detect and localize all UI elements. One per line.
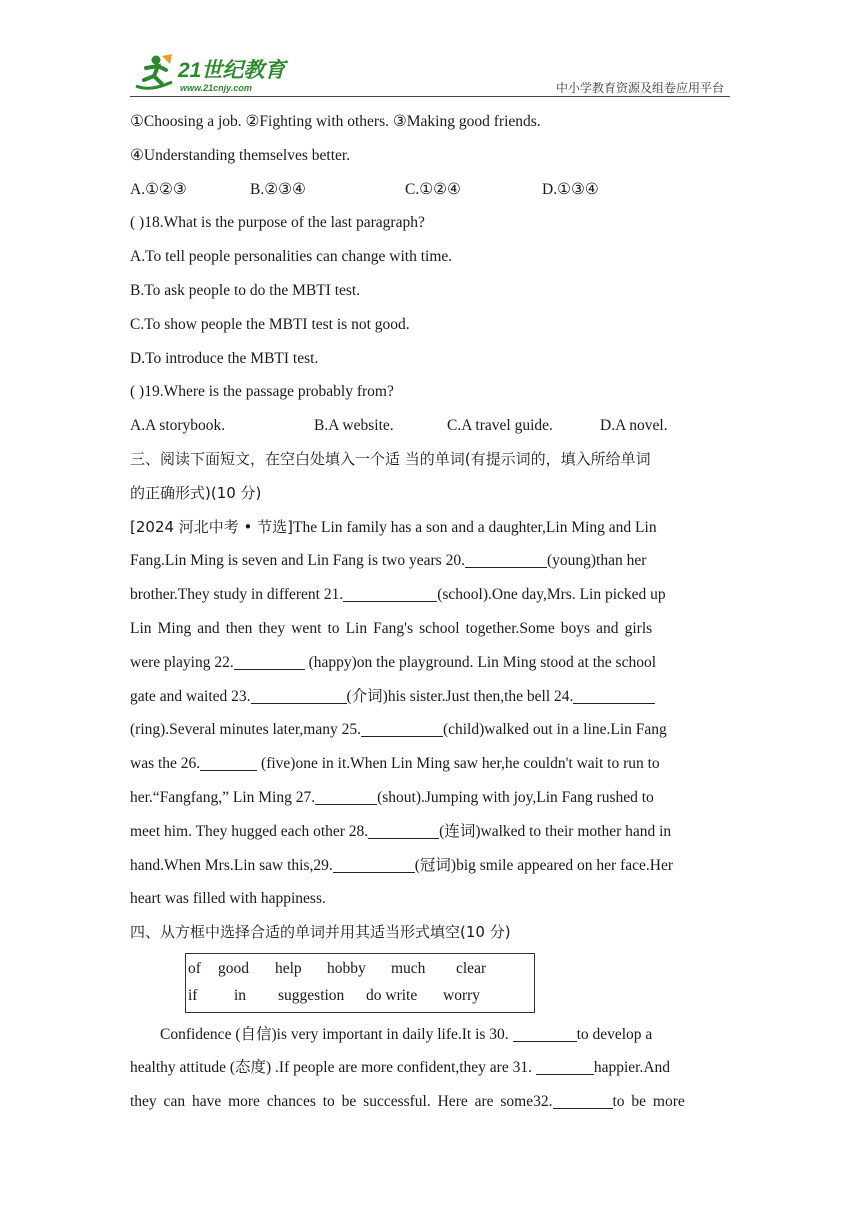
blank-30[interactable]: [513, 1023, 577, 1042]
blank-27[interactable]: [315, 786, 377, 805]
section-4-title: 四、从方框中选择合适的单词并用其适当形式填空(10 分): [130, 923, 511, 942]
passage-text: (连词)walked to their mother hand in: [439, 822, 672, 840]
passage-text: (冠词)big smile appeared on her face.Her: [414, 856, 673, 874]
word-box-item: suggestion: [278, 986, 345, 1004]
passage-text: (young)than her: [546, 552, 647, 570]
q17-option-d: D.①③④: [542, 180, 599, 198]
passage-line-6: [130, 680, 732, 714]
passage-text: (介词)his sister.Just then,the bell 24.: [346, 687, 574, 705]
logo: [132, 52, 312, 96]
blank-21[interactable]: [343, 583, 437, 602]
q17-choices-line-2: ④Understanding themselves better.: [130, 146, 351, 164]
passage-text: to be more: [612, 1093, 685, 1111]
word-box-wrapper: [130, 950, 732, 1018]
passage-line-9: [130, 781, 732, 815]
passage-text: her.“Fangfang,” Lin Ming 27.: [130, 788, 316, 806]
q19-option-b: B.A website.: [314, 417, 394, 435]
passage-line-5: [130, 646, 732, 680]
passage-source: [2024 河北中考 • 节选]: [130, 517, 294, 536]
word-box-item: do write: [366, 986, 418, 1004]
blank-25[interactable]: [361, 718, 443, 737]
q18-option-d: D.To introduce the MBTI test.: [130, 349, 319, 367]
blank-22[interactable]: [234, 651, 305, 670]
blank-31[interactable]: [536, 1056, 594, 1075]
passage-line-8: [130, 747, 732, 781]
blank-32[interactable]: [553, 1090, 613, 1109]
word-box-item: of: [188, 959, 201, 977]
word-box: [185, 953, 535, 1013]
q17-option-a: A.①②③: [130, 180, 187, 198]
section-4-line-3: [130, 1085, 732, 1119]
section-4-line-2: [130, 1051, 732, 1085]
passage-text: The Lin family has a son and a daughter,Lin Ming and Lin: [293, 518, 657, 536]
passage-text: (school).One day,Mrs. Lin picked up: [437, 586, 666, 604]
passage-text: happier.And: [593, 1059, 671, 1077]
blank-29[interactable]: [333, 854, 415, 873]
passage-text: to develop a: [576, 1025, 653, 1043]
passage-text: were playing 22.: [130, 653, 234, 671]
q17-options: [130, 173, 732, 207]
q18-option-c: C.To show people the MBTI test is not good.: [130, 315, 410, 333]
q18-stem: ( )18.What is the purpose of the last paragraph?: [130, 214, 425, 232]
q19-option-d: D.A novel.: [600, 417, 668, 435]
passage-line-7: [130, 713, 732, 747]
section-3-title-line-1: 三、阅读下面短文，在空白处填入一个适 当的单词(有提示词的，填入所给单词: [130, 449, 651, 468]
section-4-line-1: [130, 1018, 732, 1052]
q17-option-b: B.②③④: [250, 180, 306, 198]
q19-stem: ( )19.Where is the passage probably from?: [130, 383, 394, 401]
passage-line-11: [130, 849, 732, 883]
word-box-item: in: [234, 986, 247, 1004]
passage-text: gate and waited 23.: [130, 687, 251, 705]
blank-20[interactable]: [465, 549, 547, 568]
passage-text: Confidence (自信)is very important in daily life.It is 30.: [160, 1025, 513, 1043]
passage-text: brother.They study in different 21.: [130, 586, 344, 604]
passage-text: (shout).Jumping with joy,Lin Fang rushed to: [377, 788, 654, 806]
q19-options: [130, 409, 732, 443]
runner-logo-icon: [132, 52, 178, 96]
logo-name: 21世纪教育: [178, 59, 286, 82]
word-box-item: much: [391, 959, 426, 977]
passage-line-1: [130, 511, 732, 545]
word-box-item: worry: [443, 986, 481, 1004]
page-header: [130, 50, 730, 98]
blank-26[interactable]: [200, 752, 257, 771]
document-body: [130, 105, 732, 1119]
q19-option-a: A.A storybook.: [130, 417, 226, 435]
blank-23[interactable]: [251, 685, 347, 704]
passage-line-2: [130, 544, 732, 578]
passage-line-3: [130, 578, 732, 612]
passage-line-4: Lin Ming and then they went to Lin Fang's school together.Some boys and girls: [130, 619, 653, 637]
passage-text: (happy)on the playground. Lin Ming stood at the school: [304, 653, 657, 671]
passage-text: meet him. They hugged each other 28.: [130, 822, 369, 840]
word-box-item: good: [218, 959, 249, 977]
blank-24[interactable]: [573, 685, 655, 704]
blank-28[interactable]: [368, 820, 439, 839]
q18-option-b: B.To ask people to do the MBTI test.: [130, 281, 361, 299]
header-tagline: 中小学教育资源及组卷应用平台: [555, 81, 724, 95]
word-box-item: hobby: [327, 959, 366, 977]
q18-option-a: A.To tell people personalities can change with time.: [130, 248, 453, 266]
passage-line-10: [130, 815, 732, 849]
passage-text: (five)one in it.When Lin Ming saw her,he couldn't wait to run to: [257, 755, 660, 773]
word-box-item: clear: [456, 959, 487, 977]
passage-text: they can have more chances to be successful. Here are some32.: [130, 1093, 553, 1111]
section-3-title-line-2: 的正确形式)(10 分): [130, 483, 262, 502]
passage-text: hand.When Mrs.Lin saw this,29.: [130, 856, 333, 874]
q17-option-c: C.①②④: [405, 180, 461, 198]
q17-choices-line-1: ①Choosing a job. ②Fighting with others. ③Making good friends.: [130, 113, 541, 130]
logo-url: www.21cnjy.com: [180, 83, 252, 93]
passage-text: was the 26.: [130, 755, 201, 773]
header-divider: [130, 96, 730, 97]
passage-text: (child)walked out in a line.Lin Fang: [442, 721, 667, 739]
passage-text: Fang.Lin Ming is seven and Lin Fang is two years 20.: [130, 552, 465, 570]
word-box-item: help: [275, 959, 302, 977]
q19-option-c: C.A travel guide.: [447, 417, 553, 435]
word-box-item: if: [188, 986, 198, 1004]
passage-line-12: heart was filled with happiness.: [130, 890, 326, 908]
passage-text: (ring).Several minutes later,many 25.: [130, 721, 361, 739]
passage-text: healthy attitude (态度) .If people are more confident,they are 31.: [130, 1059, 536, 1077]
